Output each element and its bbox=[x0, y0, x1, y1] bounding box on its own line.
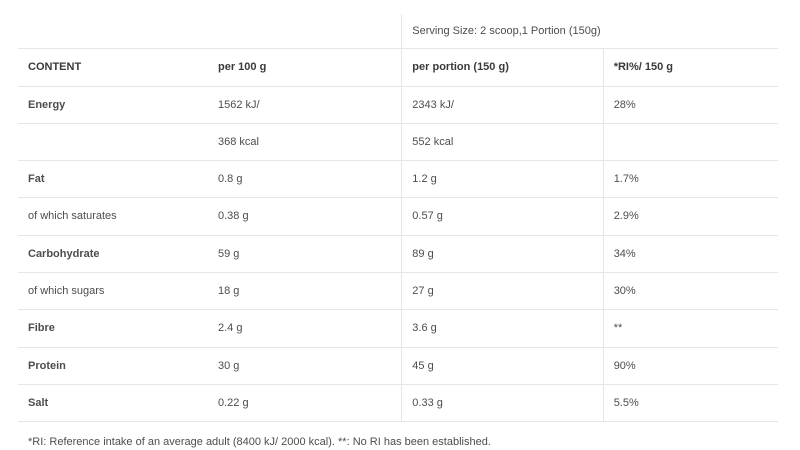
row-ri-fibre: ** bbox=[603, 310, 778, 347]
row-perportion-protein: 45 g bbox=[402, 347, 603, 384]
table-row bbox=[18, 347, 778, 384]
column-header-content: CONTENT bbox=[18, 49, 208, 86]
row-content-fat: Fat bbox=[18, 161, 208, 198]
row-per100-fibre: 2.4 g bbox=[208, 310, 402, 347]
serving-size-row bbox=[18, 14, 778, 49]
table-row bbox=[18, 235, 778, 272]
row-ri-carbohydrate: 34% bbox=[603, 235, 778, 272]
reference-intake-note: *RI: Reference intake of an average adult (8400 kJ/ 2000 kcal). **: No RI has been established. bbox=[18, 422, 778, 450]
footnote-row bbox=[18, 422, 778, 450]
table-header-row bbox=[18, 49, 778, 86]
row-ri-saturates: 2.9% bbox=[603, 198, 778, 235]
nutrition-table bbox=[18, 14, 778, 450]
row-content-energy: Energy bbox=[18, 86, 208, 123]
column-header-per100: per 100 g bbox=[208, 49, 402, 86]
column-header-perportion: per portion (150 g) bbox=[402, 49, 603, 86]
table-row bbox=[18, 198, 778, 235]
table-row bbox=[18, 161, 778, 198]
row-ri-sugars: 30% bbox=[603, 273, 778, 310]
table-row bbox=[18, 310, 778, 347]
serving-size-label: Serving Size: 2 scoop,1 Portion (150g) bbox=[402, 14, 778, 49]
row-per100-salt: 0.22 g bbox=[208, 384, 402, 421]
row-per100-sugars: 18 g bbox=[208, 273, 402, 310]
serving-size-spacer-2 bbox=[208, 14, 402, 49]
row-perportion-saturates: 0.57 g bbox=[402, 198, 603, 235]
row-per100-saturates: 0.38 g bbox=[208, 198, 402, 235]
row-perportion-energy: 2343 kJ/ bbox=[402, 86, 603, 123]
row-content-protein: Protein bbox=[18, 347, 208, 384]
row-ri-energy: 28% bbox=[603, 86, 778, 123]
column-header-ri: *RI%/ 150 g bbox=[603, 49, 778, 86]
table-row bbox=[18, 273, 778, 310]
table-row bbox=[18, 86, 778, 123]
row-per100-energy-kcal: 368 kcal bbox=[208, 123, 402, 160]
row-content-sugars: of which sugars bbox=[18, 273, 208, 310]
row-per100-protein: 30 g bbox=[208, 347, 402, 384]
row-per100-energy: 1562 kJ/ bbox=[208, 86, 402, 123]
row-content-saturates: of which saturates bbox=[18, 198, 208, 235]
row-content-energy-kcal bbox=[18, 123, 208, 160]
row-perportion-fibre: 3.6 g bbox=[402, 310, 603, 347]
row-content-carbohydrate: Carbohydrate bbox=[18, 235, 208, 272]
row-content-salt: Salt bbox=[18, 384, 208, 421]
row-perportion-carbohydrate: 89 g bbox=[402, 235, 603, 272]
serving-size-spacer-1 bbox=[18, 14, 208, 49]
row-ri-energy-kcal bbox=[603, 123, 778, 160]
row-ri-protein: 90% bbox=[603, 347, 778, 384]
row-per100-carbohydrate: 59 g bbox=[208, 235, 402, 272]
table-row bbox=[18, 123, 778, 160]
row-perportion-sugars: 27 g bbox=[402, 273, 603, 310]
table-row bbox=[18, 384, 778, 421]
row-perportion-fat: 1.2 g bbox=[402, 161, 603, 198]
row-content-fibre: Fibre bbox=[18, 310, 208, 347]
row-ri-salt: 5.5% bbox=[603, 384, 778, 421]
row-ri-fat: 1.7% bbox=[603, 161, 778, 198]
row-perportion-energy-kcal: 552 kcal bbox=[402, 123, 603, 160]
row-per100-fat: 0.8 g bbox=[208, 161, 402, 198]
row-perportion-salt: 0.33 g bbox=[402, 384, 603, 421]
